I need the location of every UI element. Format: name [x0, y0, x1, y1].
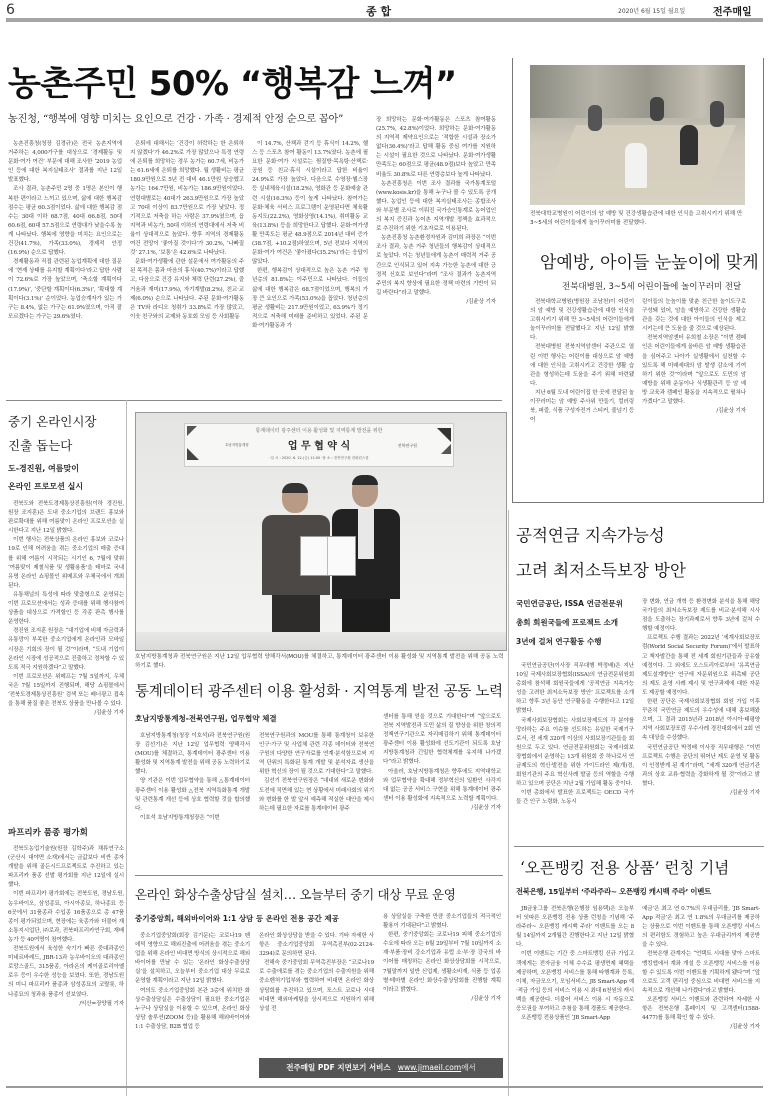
byline: /김윤상 기자: [466, 298, 496, 305]
cancer-photo-caption: 전북대학교병원이 어린이의 암 예방 및 건강생활습관에 대한 인식을 고취시키기 위해 만 3~5세의 어린이들에게 놀이꾸러미를 전달했다.: [530, 211, 743, 226]
paragraph: 농촌진흥청은 이번 조사 결과를 국가통계포털(www.kosis.kr)을 통해 누구나 볼 수 있도록 공개했다. 농업인 등에 대한 복지실태조사는 종합조사와 부문별 조사로 이뤄진 국가승인통계로 농어업인의 복지 증진과 농어촌 지역개발 정책을 효과적으로 추진하기 위한 기초자료로 이용된다.: [376, 180, 496, 233]
main-headline: 농촌주민 50% “행복감 느껴”: [8, 64, 457, 104]
paragraph: 경진원 조지훈 원장은 “대기업에 비해 자금력과 유통망이 부족한 중소기업에게 온라인과 모바일 시장은 기회의 장이 될 것”이라며, “도내 기업이 온라인 시장에 성공적으로 진출하고 정착할 수 있도록 적극 지원하겠다”고 말했다.: [8, 628, 124, 671]
online-headline-line1: 중기 온라인시장: [8, 414, 97, 429]
paragraph: 린이들의 눈높이를 맞춘 친근한 놀이도구로 구성돼 있어, 암을 예방하고 건강한 생활습관을 갖는 것에 대한 아이들의 인식을 제고시키는데 큰 도움을 줄 것으로 예상된다.: [642, 299, 746, 333]
mou-photo-caption: 호남지방통계청과 전북연구원은 지난 12일 업무협력 양해각서(MOU)를 체결하고, 통계데이터 광주센터 이용 활성화 및 지역통계 발전을 위해 공동 노력하기로 했다.: [135, 654, 504, 669]
paragraph: 장 변화, 연금 개혁 등 환경변화 분석을 통해 해당 국가들의 최저소득보장 제도를 비교·분석해 시사점을 도출하는 장기과제로서 향후 3년에 걸쳐 수행할 예정이다.: [642, 599, 760, 633]
paragraph: 조사 결과, 농촌주민 2명 중 1명은 본인이 행복한 편이라고 느끼고 있으며, 삶에 대한 행복감 점수는 평균 60.3점이었다. 삶에 대한 행복감 점수는 30대 이하 68.7점, 40대 66.8점, 50대 60.6점, 60대 57.5점으로 연령대가 낮을수록 높게 나타났다. 행복에 영향을 미치는 요인으로는 건강(41.7%), 가족(33.0%), 경제적 안정(16.9%) 순으로 답했다.: [8, 186, 122, 257]
paragraph: 은퇴에 대해서는 ‘건강이 허락하는 한 은퇴하지 않겠다’가 46.2%로 가장 많았으나 특정 연령에 은퇴를 희망하는 경우 농가는 60.7세, 비농가는 61.6세에 은퇴를 희망했다. 월 생활비는 평균 180.9만원으로 5년 전 대비 46.1만원 상승했고 농가는 164.7만원, 비농가는 186.9만원이었다. 연령대별로는 40대가 263.9만원으로 가장 높았고 70대 이상이 83.7만원으로 가장 낮았다. 정기적으로 저축을 하는 사람은 37.9%였으며, 읍 지역과 비농가, 50대 이하의 연령대에서 저축 비율이 상대적으로 높았다. 향후 지역의 경제활동 여건 전망이 ‘좋아질 것이다’가 30.2%, ‘나빠질 것’ 27.1%, ‘보통’은 42.6%로 나타났다.: [130, 141, 244, 257]
cancer-col-1: [530, 298, 634, 425]
export-col-1: [135, 932, 250, 1032]
paragraph: 오픈뱅킹 서비스 이벤트와 관련하여 자세한 사항은 전북은행 홈페이지 및 고객센터(1588-4477)를 통해 확인 할 수 있다.: [642, 996, 760, 1022]
page-number: 6: [6, 2, 15, 18]
online-article-body: [8, 500, 124, 718]
export-col-3: [383, 913, 501, 1004]
paragraph: 전북도원에서 육성한 숙기가 빠른 중대과종인 미네르바레드, JBR-13과 농우바이오의 대과종인 로망스골드, 315품종, 아라온의 케이골로리아옐로우 등이 우수한 성능을 보였다. 또한, 경남도원의 미니 파프리카 품종과 삼성종묘의 코랄롯, 하나종묘의 청과용 품종이 선보였다.: [8, 946, 124, 998]
banking-headline: ‘오픈뱅킹 전용 상품’ 런칭 기념: [520, 859, 730, 877]
pdf-service-text: 전주매일 PDF 지면보기 서비스: [286, 1063, 391, 1072]
paragraph: 김선기 전북연구원장은 “대내외 새로운 변화와 도전에 직면해 있는 현 상황에서 미래사회의 위기와 변화를 한 발 앞서 예측해 적실한 대안을 제시하는데 필요한 자료를 통계데이터 광주: [259, 778, 374, 812]
issue-date: 2020년 6월 15일 월요일: [618, 8, 686, 15]
online-headline-line2: 진출 돕는다: [8, 438, 73, 453]
masthead-rule: [6, 18, 763, 22]
paragraph: 온라인 화상상담을 받을 수 있다. 기타 자세한 사항은 중소기업중앙회 무역촉진부(02-2124-3294)로 문의하면 된다.: [259, 933, 374, 958]
main-article-col-3: [252, 140, 368, 331]
export-col-2: [259, 932, 374, 1014]
paragraph: JB금융그룹 전북은행(은행장 임용택)은 오늘부터 잇따른 오픈뱅킹 전용 상품 런칭을 기념해 ‘주라주라~ 오픈뱅킹 캐시백 주라’ 이벤트를 오는 8월 14일까지 2개월간 진행한다고 지난 12일 밝혔다.: [516, 906, 634, 949]
paragraph: 이번 총회에서 발표한 프로젝트는 OECD 국가들 간 인구 노령화, 노동시: [516, 790, 634, 806]
banking-col-2: [642, 905, 760, 1032]
main-article-col-4: [376, 116, 496, 307]
banking-col-1: [516, 905, 634, 1023]
ceremony-banner: [184, 423, 454, 467]
cancer-col-2: [642, 298, 746, 416]
paragraph: 호남지방통계청(청장 이호석)과 전북연구원(원장 김선기)은 지난 12일 업무협력 양해각서(MOU)를 체결하고, 통계데이터 광주센터 이용 활성화 및 지역통계 발전을 위해 공동 노력하기로 했다.: [135, 733, 250, 776]
mou-col-3: [383, 713, 501, 813]
paragraph: 국민연금공단 박정배 이사장 직무대행은 “이번 프로젝트 수행은 공단의 뛰어난 제도 운영 및 활동이 인정받게 된 계기”라며, “세계 320개 연금기관과의 상호 교류·협력을 강화하게 될 것”이라고 밝혔다.: [642, 744, 760, 787]
byline: /김윤상 기자: [471, 995, 501, 1002]
paragraph: 전북도와 전북도경제통상진흥원(이하 경진원, 원장 조지훈)은 도내 중소기업의 브랜드 홍보와 판로확대를 위해 여름맞이 온라인 프로모션을 실시한다고 지난 12일 밝혔다.: [8, 501, 124, 535]
byline: /익산=장양필 기자: [79, 1000, 124, 1007]
paragraph: 농촌진흥청 농촌환경자원과 김미희 과장은 “이번 조사 결과, 농촌 거주 청년들의 행복감이 상대적으로 높았다. 이는 청년들에게 농촌이 매력적 거주 공간으로 인식되고 있어 지속 가능한 농촌에 대한 긍정적 신호로 보인다”라며 “조사 결과가 농촌지역 주민의 복지 향상에 필요한 정책 마련의 기반이 되길 바란다”라고 말했다.: [376, 235, 496, 296]
byline: /김윤상 기자: [730, 1024, 760, 1031]
paper-name: 전주매일: [713, 7, 752, 18]
pension-col-1: [516, 662, 634, 808]
paragraph: 여의도 중소기업중앙회 본관 3층에 위치한 화상수출상담실은 수출상담이 필요한 중소기업은 누구나 상담실을 이용할 수 있으며, 온라인 화상상담 솔루션(ZOOM 등)을 활용해 해외바이어와 1:1 수출상담, B2B 협업 등: [135, 987, 250, 1030]
main-subheadline: 농진청, “행복에 영향 미치는 요인으로 건강 · 가족 · 경제적 안정 순으로 꼽아”: [8, 114, 344, 125]
paragraph: 중소기업중앙회(회장 김기문)는 코로나19 펜데믹 영향으로 해외진출에 어려움을 겪는 중소기업을 위해 온라인 비대면 방식의 상시적으로 해외바이어를 만날 수 있는 ‘온라인 화상수출상담실’을 설치하고, 오늘부터 중소기업 대상 무료로 운영할 계획이라고 지난 12일 밝혔다.: [135, 933, 250, 985]
paragraph: 이번 프로모션은 위메프는 7월 5일까지, 우체국은 7월 15일까지 진행되며, 해당 쇼핑몰에서 ‘전북도경제통상진흥원’ 검색 또는 배너광고 접속을 통해 품질 좋은 전북도 상품을 만나볼 수 있다.: [8, 673, 124, 708]
export-headline: 온라인 화상수출상담실 설치… 오늘부터 중기 대상 무료 운영: [135, 887, 456, 902]
paragraph: 이번 이벤트는 기간 중 스마트뱅킹 신규 가입고객에게는 전자금융 이체 수수료 평생면제 혜택을 제공하며, 오픈뱅킹 서비스를 통해 타행계좌 등록, 이체, 자금모으기, 모임서비스, JB Smart-App 예·적금 가입 등의 서비스 이용 시 최대 6천원의 캐시백을 제공한다. 더불어 서비스 이용 시 자동으로 응모권을 부여하고 추첨을 통해 경품도 제공한다.: [516, 951, 634, 1013]
paragraph: 이번 파프리카 평가회에는 전북도원, 경남도원, 농우바이오, 삼성종묘, 아시아종묘, 하나종묘 등 6곳에서 31품종과 수입종 16품종으로 총 47품종이 평가되었으며, 현장에는 육종가와 더불어 재소통지시업단, ㈜로과, 전북파프리카연구회, 재배농가 등 40여명이 참여했다.: [8, 891, 124, 943]
byline: /김윤상 기자: [730, 789, 760, 796]
paragraph: 전북도농업기술원(원장 김학주)과 채류연구소(군산시 대야면 소재)에서는 금값보다 비싼 종자 개발을 위해 골든시드프로젝트로 추진하고 있는 파프리카 품종 선발 평가회를 지난 12일에 실시했다.: [8, 846, 124, 889]
mou-ceremony-photo: [135, 412, 507, 651]
mou-subheadline: 호남지방통계청-전북연구원, 업무협약 체결: [135, 714, 277, 723]
paragraph: 경제활동과 직접 관련된 농업계획에 대한 질문에 ‘현재 상태를 유지할 계획이다’라고 답한 사람이 72.6%로 가장 높았으며, ‘축소할 계획이다(17.9%)’, ‘중단할 계획이다(6.3%)’, ‘확대할 계획이다(3.1%)’ 순이었다. 농업승계자가 있는 가구는 8.4%, 없는 가구는 61.9%였으며, 아직 잘 모르겠다는 가구는 29.6%였다.: [8, 259, 122, 320]
cancer-subheadline: 전북대병원, 3~5세 어린이들에 놀이꾸러미 전달: [562, 282, 742, 292]
paragraph: 센터를 통해 얻을 것으로 기대한다”며 “앞으로도 전북 지역발전과 도민 삶의 질 향상을 위한 창의적 정책연구기관으로 자리매김하기 위해 통계데이터 광주센터 이용 활성화에 선도기관이 되도록 호남지방통계청과 긴밀한 협력체계를 유지해 나가겠다”라고 밝혔다.: [383, 714, 501, 766]
banner-top-line: 통계데이터 광주센터 이용 활성화 및 지역통계 발전을 위한: [255, 428, 383, 434]
pdf-service-suffix: 에서: [461, 1063, 476, 1072]
column-divider: [508, 510, 509, 1096]
pension-subheadline-line2: 총회 회원국들에 프로젝트 소개: [516, 618, 619, 627]
pension-subheadline-line3: 3년에 걸쳐 연구활동 수행: [516, 637, 602, 646]
column-divider: [126, 400, 127, 1096]
pension-col-2: [642, 598, 760, 798]
paragraph: 한편 공단은 국제사회보장협회 회원 가입 이후 꾸준히 국민연금 제도의 우수성에 대해 홍보해왔으며, 그 결과 2015년과 2018년 아시아·태평양 지역 사회보장포럼 우수사례 경진대회에서 2회 연속 대상을 수상했다.: [642, 699, 760, 742]
online-subheadline-line2: 온라인 프로모션 실시: [8, 482, 84, 491]
agreement-document: [300, 536, 356, 576]
export-subheadline: 중기중앙회, 해외바이어와 1:1 상담 등 온라인 전용 공간 제공: [135, 914, 339, 923]
paragraph: 이 14.7%, 산책과 걷기 등 휴식이 14.2%, 헬스 등 스포츠 참여 활동이 13.7%였다. 농촌에 필요한 문화·여가 시설로는 찜질방·목욕탕·산책로·공원 등 친교·휴식 시설이라고 답한 비율이 24.9%로 가장 높았다. 다음으로 수영장·헬스장 등 실내체육시설(18.2%), 영화관 등 문화예술 관련 시설(16.3%) 등이 높게 나타났다. 참여가는 문화·체육 서비스 프로그램이 운영된다면 체육활동지도(22.2%), 영화상영(14.1%), 취미활동 교육(13.8%) 등을 희망한다고 답했다. 문화·여가생활 만족도는 평균 48.9점으로 2014년 대비 증가(38.7점, +10.2점)하였으며, 5년 전보다 지역의 문화·여가 여건은 ‘좋아졌다(35.2%)’라는 응답이 많았다.: [252, 141, 368, 266]
byline: /김윤상 기자: [471, 804, 501, 811]
paragraph: 전북은행 관계자는 “언택트 시대를 맞아 스마트뱅킹앱에서 계좌 개설 등 오픈뱅킹 서비스를 이용할 수 있도록 이번 이벤트를 기획하게 됐다”며 “앞으로도 고객 편리성 중심으로 비대면 서비스를 지속적으로 개선해 나가겠다”라고 밝혔다.: [642, 951, 760, 994]
pension-headline-line2: 고려 최저소득보장 방안: [516, 561, 686, 580]
paragraph: 문화·여가생활에 관한 설문에서 여가활동의 주된 목적은 몸과 마음의 휴식(40.7%)이라고 답했고, 다음으로 건강 유지와 체력 단련(27.2%), 즐거움과 재미(17.9%), 자기계발(8.2%), 친교·교제(6.0%) 순으로 나타났다. 주된 문화·여가활동은 TV와 라디오 청취가 33.8%로 가장 많았고, 이웃 친구와의 교제와 동호회 모임 등 사회활동: [130, 259, 244, 320]
paragraph: 한편, 중기중앙회는 코로나19 피해 중소기업의 수요에 따라 오는 6월 29일부터 7월 10일까지 소재·부품·장비 강소기업과 유럽 소·부·장 강국의 바이어를 매칭하는 온라인 화상상담회를 시작으로, 7월말까지 일반 신업제, 생활소비재, 식품 등 업종별·테마별 온라인 화상수출상담회를 진행할 계획이라고 밝혔다.: [383, 932, 501, 993]
byline: /김윤상 기자: [716, 408, 746, 415]
footer-rule: [6, 1086, 763, 1088]
pdf-service-banner[interactable]: [259, 1058, 503, 1078]
paragraph: 전북대학교병원(병원장 조남천)이 어린이의 암 예방 및 건강생활습관에 대한 인식을 고취시키기 위해 만 3~5세의 어린이들에게 놀이꾸러미를 전달했다고 지난 12일 밝혔다.: [530, 299, 634, 342]
section-divider: [6, 400, 502, 401]
paragraph: 전북대병원 전북지역암센터 주관으로 열린 이번 행사는 어린이를 대상으로 암 예방에 대한 인식을 고취시키고 건강한 생활 습관을 형성하는데 도움을 주기 위해 마련됐다.: [530, 344, 634, 387]
paprika-headline: 파프리카 품종 평가회: [8, 828, 88, 838]
online-subheadline-line1: 도-경진원, 여름맞이: [8, 464, 79, 473]
banner-info: ·일 시 : 2020. 6. 12.(금) 11:00 ·장 소 : 전북연구원 컨퍼런스룸: [269, 456, 369, 460]
byline: /김윤상 기자: [94, 710, 124, 717]
paragraph: 국제사회보장협회는 사회보장제도의 각 분야를 망라하는 주요 이슈를 선도하는 유일한 국제기구로서, 전 세계 320개 이상의 사회보장기관들을 회원으로 두고 있다. 연금전문위원회는 국제사회보장협회에서 운영하는 13개 위원회 중 하나로서 연금제도의 혁신·발전을 위한 가이드라인 제(개)정, 회원기관의 주요 혁신사례 발굴 등의 역할을 수행하고 있으며 공단은 지난 2월 가입해 활동 중이다.: [516, 717, 634, 788]
paragraph: 전북연구원과의 MOU를 통해 통계청이 보유한 인구·가구 및 사업체 관련 각종 데이터와 전북연구원의 다양한 연구자료를 연계·분석함으로써 지역 단위의 특화된 통계 개발 및 분석자료 생산을 위한 혁신의 장이 될 것으로 기대한다”고 말했다.: [259, 733, 374, 776]
paragraph: 전북지역암센터 유희철 소장은 “이번 캠페인은 어린이들에게 올바른 암 예방 생활습관을 심어주고 나아가 실생활에서 실천할 수 있도록 해 미래세대의 암 발생 감소에 기여하기 위한 것”이라며 “앞으로도 도민의 암 예방을 위해 운동이나 식생활관리 등 암 예방 교육과 캠페인 활동을 지속적으로 펼쳐나가겠다”고 말했다.: [642, 335, 746, 406]
section-divider: [135, 875, 503, 876]
banner-title: 업 무 협 약 식: [287, 441, 351, 452]
paragraph: 이번 행사는 전북상품의 온라인 홍보와 코로나 19로 인해 어려움을 겪는 중소기업의 매출 증대를 위해 여름이 시작되는 시기인 6, 7월에 맞춰 ‘여름맞이 제철식품 및 생활용품’을 테마로 국내 유명 온라인 쇼핑몰인 위메프와 우체국에서 개최된다.: [8, 537, 124, 589]
banner-org-right: 전북연구원: [397, 443, 417, 448]
pdf-service-link[interactable]: www.jjmaeil.com: [397, 1063, 462, 1072]
mou-headline: 통계데이터 광주센터 이용 활성화 · 지역통계 발전 공동 노력: [135, 684, 503, 700]
pension-subheadline-line1: 국민연금공단, ISSA 연금전문위: [516, 599, 623, 608]
paragraph: 유통채널의 특성에 따라 맞춤형으로 운영되는 이번 프로모션에서는 성과 증대를 위해 행사참여 상품을 대상으로 가격할인 등 각종 판촉 행사를 운영한다.: [8, 591, 124, 626]
paragraph: 예금’은 최고 연 0.7%의 우대금리를, ‘JB Smart-App 적금’은 최고 연 1.8%의 우대금리를 제공하는 상품으로 이번 이벤트를 통해 오픈뱅킹 서비스의 편리함도 경험하고 높은 우대금리까지 제공받을 수 있다.: [642, 906, 760, 949]
paragraph: 이호석 호남지방통계청장은 “이번: [140, 814, 220, 821]
paragraph: 농촌진흥청(청장 김경규)은 전국 농촌지역에 거주하는 4,000가구를 대상으로 ‘경제활동 및 문화·여가 여건’ 부문에 대해 조사한 ‘2019 농업인 등에 대한 복지실태조사’ 결과를 지난 12일 발표했다.: [8, 141, 122, 184]
section-name: 종 합: [366, 5, 392, 18]
mou-col-2: [259, 732, 374, 814]
paragraph: 프로젝트 수행 결과는 2022년 ‘세계사회보장포럼(World Social Security Forum)’에서 발표하고 책자발간을 통해 전 세계 회원기관들과 공유할 예정이다. 그 외에도 오스트리아로부터 ‘유족연금 제도설계방안’ 연구에 자문위원으로 위촉돼 공단의 제도 운영 사례 제시 및 연구과제에 대한 자문도 제공할 예정이다.: [642, 635, 760, 696]
paragraph: 장 희망하는 문화·여가활동은 스포츠 참여활동(25.7%, 42.8%)이었다. 희망하는 문화·여가활동의 지역적 제약요인으로는 ‘적합한 시설과 장소가 없다(36.4%)’라고 답해 활동 중심 여가를 지원하는 시설이 필요한 것으로 나타났다. 문화·여가생활 만족도는 60점으로 평균(48.9점)보다 높았고 만족 비율도 30.8%로 다른 연령층보다 높게 나타났다.: [376, 117, 496, 178]
kindergarten-photo: [530, 65, 745, 205]
main-article-col-1: [8, 140, 122, 322]
mou-col-1: [135, 732, 250, 823]
paprika-article-body: [8, 845, 124, 1009]
cancer-headline: 암예방, 아이들 눈높이에 맞게: [540, 253, 759, 273]
paragraph: 전해숙 중기중앙회 무역촉진부장은 “코로나19로 수출애로를 겪는 중소기업의 수출지원을 위해 중소벤처기업부와 협력하여 비대면 온라인 화상상담회를 추진하고 있으며, 포스트 코로나 시대 비대면 해외마케팅을 상시적으로 지원하기 위해 상설 전: [259, 960, 374, 1012]
banking-subheadline: 전북은행, 15일부터 ‘주라주라~ 오픈뱅킹 캐시백 주라’ 이벤트: [516, 887, 711, 896]
paragraph: 한편, 행복감이 상대적으로 높은 농촌 거주 청년층의 81.8%는 이주민으로 나타났다. 이들의 삶에 대한 행복감은 68.7점이었으며, 행복의 가장 큰 요인으로 가족(53.0%)을 꼽았다. 청년층의 평균 생활비는 217.9만원이었고, 63.9%가 정기적으로 저축해 미래를 준비하고 있었다. 주된 문화·여가활동과 가: [252, 268, 368, 329]
paragraph: 양 기관은 이번 업무협약을 통해 △통계데이터 광주센터 이용 활성화 △전북 지역특화통계 개발 및 관련통계 개선 등에 상호 협력할 것을 합의했다.: [135, 778, 250, 812]
paragraph: 국민연금공단(이사장 직무대행 박정배)은 지난 10일 국제사회보장협회(ISSA)의 연금전문위원회 총회에 참석해 회원국들에게 ‘공적연금 지속가능성을 고려한 최저소득보장 방안’ 프로젝트를 소개하고 향후 3년 동안 연구활동을 수행한다고 12일 밝혔다.: [516, 663, 634, 715]
main-article-col-2: [130, 140, 244, 322]
paragraph: 용 상담실을 구축한 만큼 중소기업들의 적극적인 활용이 기대된다”고 밝혔다.: [383, 914, 501, 930]
paragraph: 오픈뱅킹 전용상품인 ‘JB Smart-App: [521, 1015, 610, 1022]
pension-headline-line1: 공적연금 지속가능성: [516, 526, 665, 545]
paragraph: 지난 6월 도내 어린이집 한 곳에 전달된 놀이꾸러미는 암 예방 주사위 만들기, 컬러링북, 퍼즐, 식품 구성자전거 스티커, 줄넘기 등 어: [530, 389, 634, 424]
paragraph: 아울러, 호남지방통계청은 향후에도 지역대학교와 업무협약을 확대해 정부혁신의 일환인 사각지대 없는 공공 서비스 구현을 위해 통계데이터 광주센터 이용 활성화에 지속적으로 노력할 계획이다.: [383, 768, 501, 802]
banner-org-left: 호남지방통계청: [225, 443, 249, 447]
section-divider: [514, 846, 764, 847]
